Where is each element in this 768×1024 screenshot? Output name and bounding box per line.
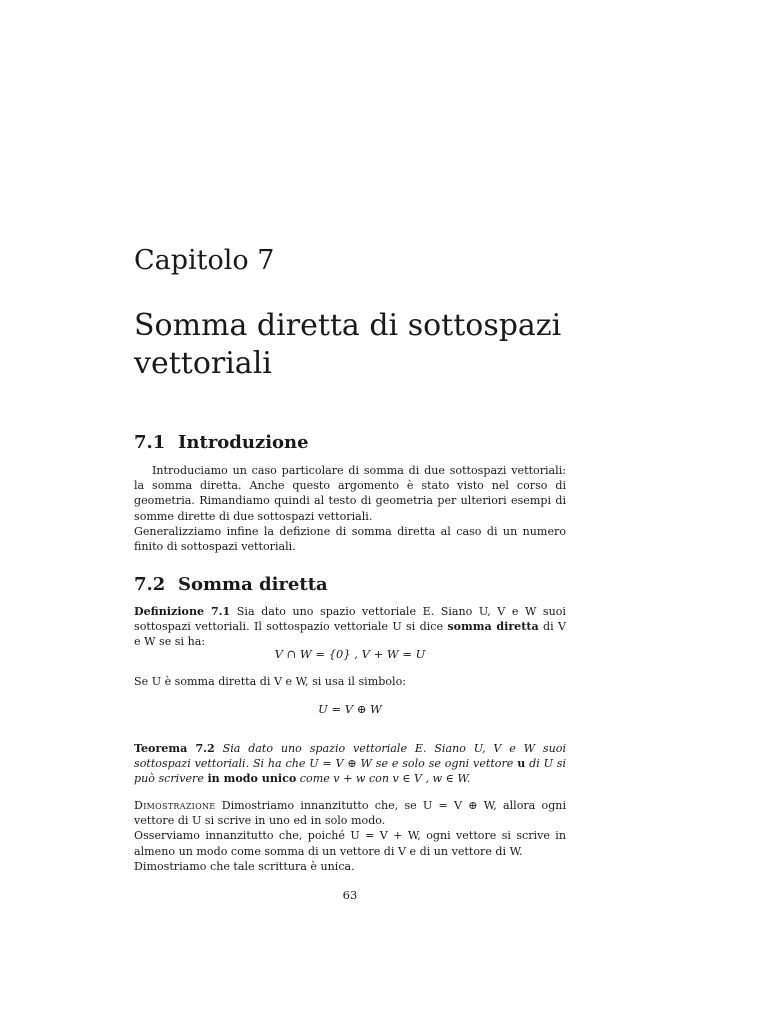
theorem-block <box>134 741 566 787</box>
theorem-text-part: Sia dato uno spazio vettoriale E. Siano U, V e W suoi sottospazi vettoriali. Si ha che U = V ⊕ W se e solo se ogni vettore <box>134 742 566 771</box>
theorem-text-part: di U si può scrivere <box>134 757 567 786</box>
section-title: Introduzione <box>178 432 309 453</box>
section-title: Somma diretta <box>178 574 328 595</box>
proof-label: Dimostrazione <box>134 799 216 812</box>
definition-block <box>134 604 566 650</box>
formula-direct-sum: U = V ⊕ W <box>318 702 382 716</box>
theorem-vector-u: u <box>517 757 526 771</box>
proof-line <box>134 798 566 828</box>
section-heading-introduzione <box>134 432 309 454</box>
page-number: 63 <box>342 888 358 902</box>
intro-body <box>134 463 566 554</box>
proof-block <box>134 798 566 874</box>
proof-line: Dimostriamo che tale scrittura è unica. <box>134 859 355 873</box>
section-number: 7.1 <box>134 432 166 453</box>
theorem-bold-phrase: in modo unico <box>207 772 297 786</box>
proof-line: Osserviamo innanzitutto che, poiché U = V + W, ogni vettore si scrive in almeno un modo come somma di un vettore di V e di un vettore di W. <box>134 829 566 858</box>
symbol-text: Se U è somma diretta di V e W, si usa il simbolo: <box>134 675 406 688</box>
intro-paragraph-2: Generalizziamo infine la defizione di somma diretta al caso di un numero finito di sottospazi vettoriali. <box>134 524 566 554</box>
section-number: 7.2 <box>134 574 166 595</box>
intro-paragraph: Introduciamo un caso particolare di somma di due sottospazi vettoriali: la somma diretta. Anche questo argomento è stato visto nel corso di geometria. Rimandiamo quindi al testo di geometria per ulteriori esempi di somme dirette di due sottospazi vettoriali. <box>134 464 566 523</box>
proof-text: Dimostriamo innanzitutto che, se U = V ⊕ W, allora ogni vettore di U si scrive in uno ed in solo modo. <box>134 799 566 828</box>
definition-text <box>134 604 566 650</box>
theorem-text <box>134 741 566 787</box>
chapter-title: Somma diretta di sottospazi vettoriali <box>134 308 562 381</box>
definition-text-part: di V e W se si ha: <box>134 620 567 649</box>
definition-text-part: Sia dato uno spazio vettoriale E. Siano U, V e W suoi sottospazi vettoriali. Il sottospazio vettoriale U si dice <box>134 605 566 634</box>
definition-term: somma diretta <box>447 620 539 634</box>
theorem-text-part: come v + w con v ∈ V , w ∈ W. <box>299 772 471 786</box>
section-heading-somma-diretta <box>134 574 328 596</box>
chapter-label: Capitolo 7 <box>134 245 275 276</box>
theorem-label: Teorema 7.2 <box>134 742 215 755</box>
definition-label: Definizione 7.1 <box>134 605 231 618</box>
symbol-paragraph <box>134 674 566 689</box>
formula-intersection-sum: V ∩ W = {0} , V + W = U <box>274 647 426 661</box>
